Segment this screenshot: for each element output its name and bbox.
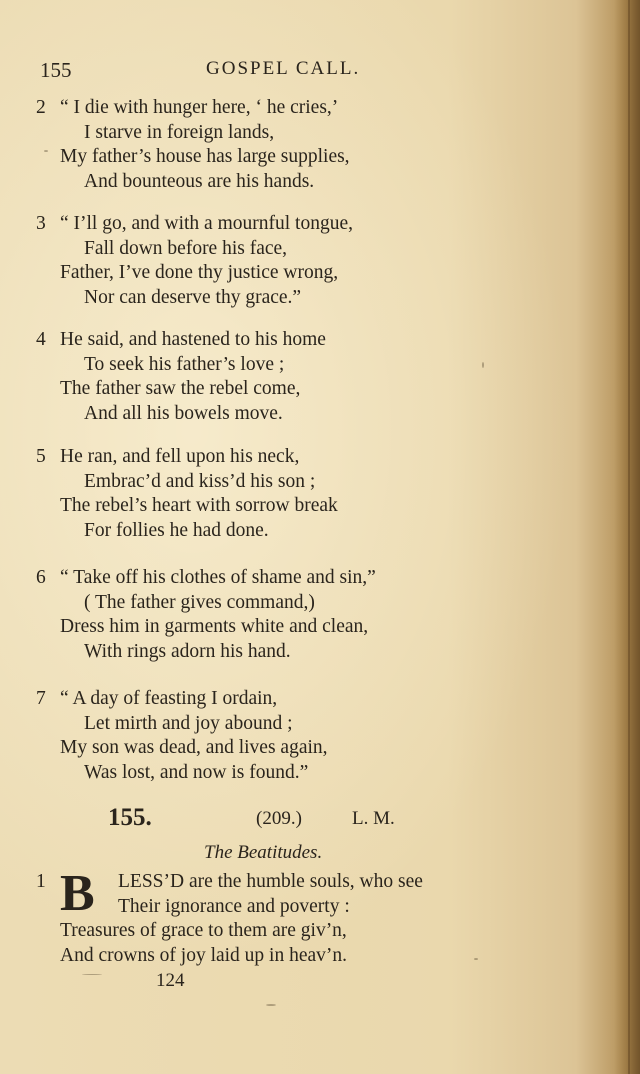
verse-line: 4 He said, and hastened to his home (36, 328, 326, 353)
verse-line: To seek his father’s love ; (84, 353, 285, 375)
verse-number: 6 (36, 567, 46, 588)
verse-number: 2 (36, 97, 46, 118)
hymn-number: 155. (108, 804, 152, 831)
verse-line: 3 “ I’ll go, and with a mournful tongue, (36, 212, 353, 237)
verse-line: I starve in foreign lands, (84, 121, 275, 143)
verse-line: And crowns of joy laid up in heav’n. (60, 944, 348, 966)
verse-number: 4 (36, 329, 46, 350)
verse-number: 5 (36, 446, 46, 467)
page-edge-line (628, 0, 630, 1074)
verse-line: Embrac’d and kiss’d his son ; (84, 470, 316, 492)
verse-line: 5 He ran, and fell upon his neck, (36, 445, 338, 470)
paper-speck (482, 362, 484, 368)
verse-line: LESS’D are the humble souls, who see (118, 871, 423, 892)
paper-speck (474, 958, 478, 960)
verse-5 (36, 445, 338, 543)
verse-line: For follies he had done. (84, 519, 269, 541)
verse-line: Was lost, and now is found.” (84, 761, 309, 783)
verse-line: Let mirth and joy abound ; (84, 712, 293, 734)
verse-7 (36, 687, 328, 785)
verse-line: And bounteous are his hands. (84, 170, 315, 192)
hymn-meter: L. M. (352, 808, 395, 829)
verse-line: My son was dead, and lives again, (60, 737, 328, 758)
verse-4 (36, 328, 326, 426)
verse-line: Fall down before his face, (84, 237, 288, 259)
paper-speck (266, 1004, 276, 1006)
verse-line: Nor can deserve thy grace.” (84, 286, 302, 308)
hymn-heading (0, 804, 600, 836)
verse-number: 7 (36, 688, 46, 709)
verse-line: The rebel’s heart with sorrow break (60, 495, 338, 516)
hymn-title: The Beatitudes. (204, 842, 323, 863)
page-header (40, 58, 500, 88)
verse-line: Treasures of grace to them are giv’n, (60, 920, 347, 941)
verse-line: ( The father gives command,) (84, 591, 315, 613)
verse-line: The father saw the rebel come, (60, 378, 301, 399)
verse-number: 3 (36, 213, 46, 234)
verse-line: 7 “ A day of feasting I ordain, (36, 687, 328, 712)
verse-line: Their ignorance and poverty : (118, 895, 350, 917)
tune-number: (209.) (256, 808, 302, 829)
verse-line: Dress him in garments white and clean, (60, 616, 369, 637)
running-title: GOSPEL CALL. (206, 58, 361, 79)
verse-2 (36, 96, 350, 194)
verse-line: 2 “ I die with hunger here, ‘ he cries,’ (36, 96, 350, 121)
verse-line: With rings adorn his hand. (84, 640, 291, 662)
verse-line: And all his bowels move. (84, 402, 283, 424)
drop-cap: B (60, 865, 95, 922)
page-number: 155 (40, 58, 72, 82)
signature-mark: 124 (156, 970, 185, 991)
verse-line: Father, I’ve done thy justice wrong, (60, 262, 339, 283)
verse-3 (36, 212, 353, 310)
verse-number: 1 (36, 871, 46, 892)
verse-line: My father’s house has large supplies, (60, 146, 350, 167)
page-edge-shadow (614, 0, 640, 1074)
paper-speck (82, 974, 102, 975)
paper-speck (44, 150, 48, 152)
verse-line: 6 “ Take off his clothes of shame and sin,” (36, 566, 376, 591)
verse-6 (36, 566, 376, 664)
